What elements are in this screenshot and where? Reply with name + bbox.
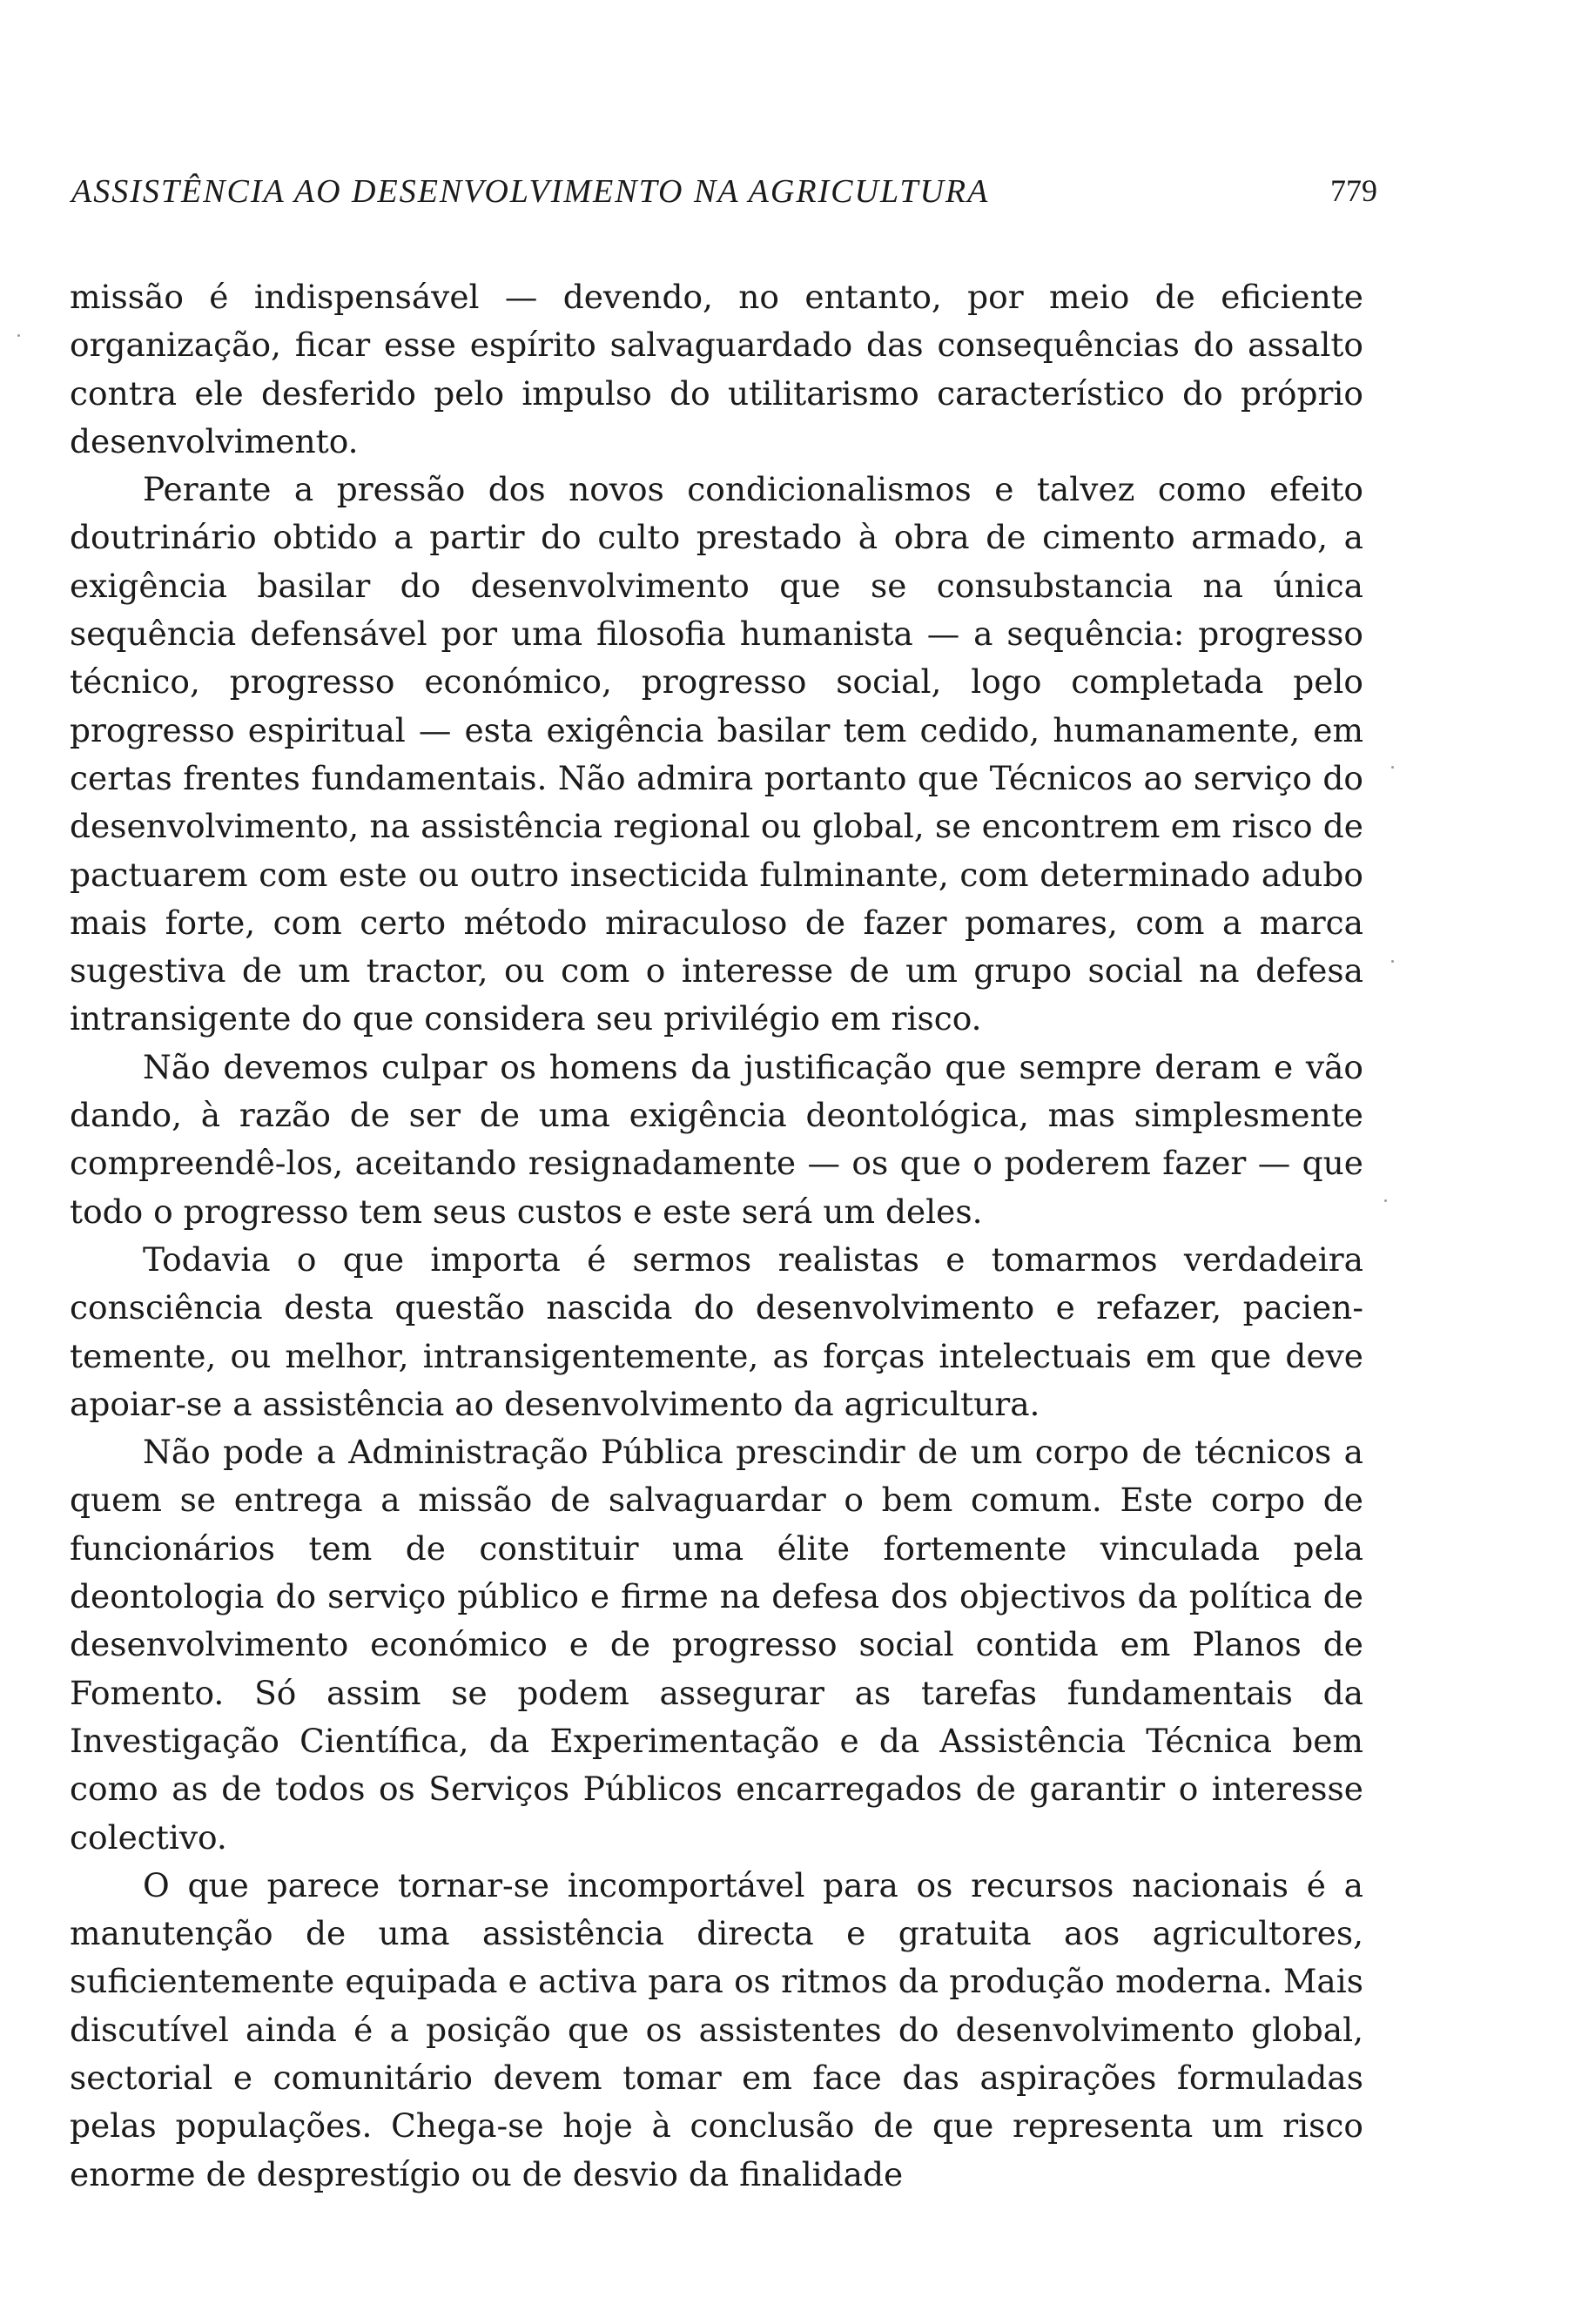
scan-speck [17,334,20,337]
running-header [71,172,1377,225]
paragraph: Todavia o que importa é sermos realistas e tomarmos verdadeira consciência desta questão nascida do desenvolvimento e refazer, pacientemente, ou melhor, intransigentemente, as forças intelectuais em que deve apoiar-se a assistência ao desenvolvimento da agricultura. [70,1239,1363,1423]
paragraph: O que parece tornar-se incomportável para os recursos nacionais é a manutenção de uma assistência directa e gratuita aos agricultores, suficientemente equipada e activa para os ritmos da produção moderna. Mais discutível ainda é a posição que os assistentes do desenvolvimento global, sectorial e comunitário devem tomar em face das aspirações formuladas pelas populações. Chega-se hoje à conclusão de que representa um risco enorme de desprestígio ou de desvio da finalidade [70,1865,1363,2193]
scan-speck [1391,960,1394,963]
paragraph-continuation: missão é indispensável — devendo, no entanto, por meio de eficiente organização, ficar esse espírito salvaguardado das consequências do assalto contra ele desferido pelo impulso do utilitarismo característico do próprio desenvolvimento. [70,278,1363,460]
paragraph: Não devemos culpar os homens da justificação que sempre deram e vão dando, à razão de ser de uma exigência deontológica, mas simplesmente compreendê-los, aceitando resignadamente — os que o poderem fazer — que todo o progresso tem seus custos e este será um deles. [70,1047,1363,1231]
paragraph: Perante a pressão dos novos condicionalismos e talvez como efeito doutrinário obtido a partir do culto prestado à obra de cimento armado, a exigência basilar do desenvolvimento que se consubstancia na única sequência defensável por uma filosofia humanista — a sequência: progresso técnico, progresso económico, progresso social, logo completada pelo progresso espiritual — esta exigência basilar tem cedido, humanamente, em certas frentes fundamentais. Não admira portanto que Técnicos ao serviço do desenvolvimento, na assistência regional ou global, se encontrem em risco de pactuarem com este ou outro insecticida fulminante, com determinado adubo mais forte, com certo método miraculoso de fazer pomares, com a marca sugestiva de um tractor, ou com o interesse de um grupo social na defesa intransigente do que considera seu privilégio em risco. [70,470,1363,1038]
scan-speck [1384,1199,1387,1202]
paragraph: Não pode a Administração Pública prescindir de um corpo de técnicos a quem se entrega a missão de salvaguardar o bem comum. Este corpo de funcionários tem de constituir uma élite fortemente vinculada pela deontologia do serviço público e firme na defesa dos objectivos da política de desenvolvimento económico e de progresso social contida em Planos de Fomento. Só assim se podem assegurar as tarefas fundamentais da Investigação Científica, da Experimentação e da Assistência Técnica bem como as de todos os Serviços Públicos encarregados de garantir o interesse colectivo. [70,1433,1363,1857]
scan-speck [1391,766,1394,769]
page-number: 779 [1330,173,1377,208]
running-title: ASSISTÊNCIA AO DESENVOLVIMENTO NA AGRICULTURA [71,173,990,210]
body-text [70,273,1363,2199]
